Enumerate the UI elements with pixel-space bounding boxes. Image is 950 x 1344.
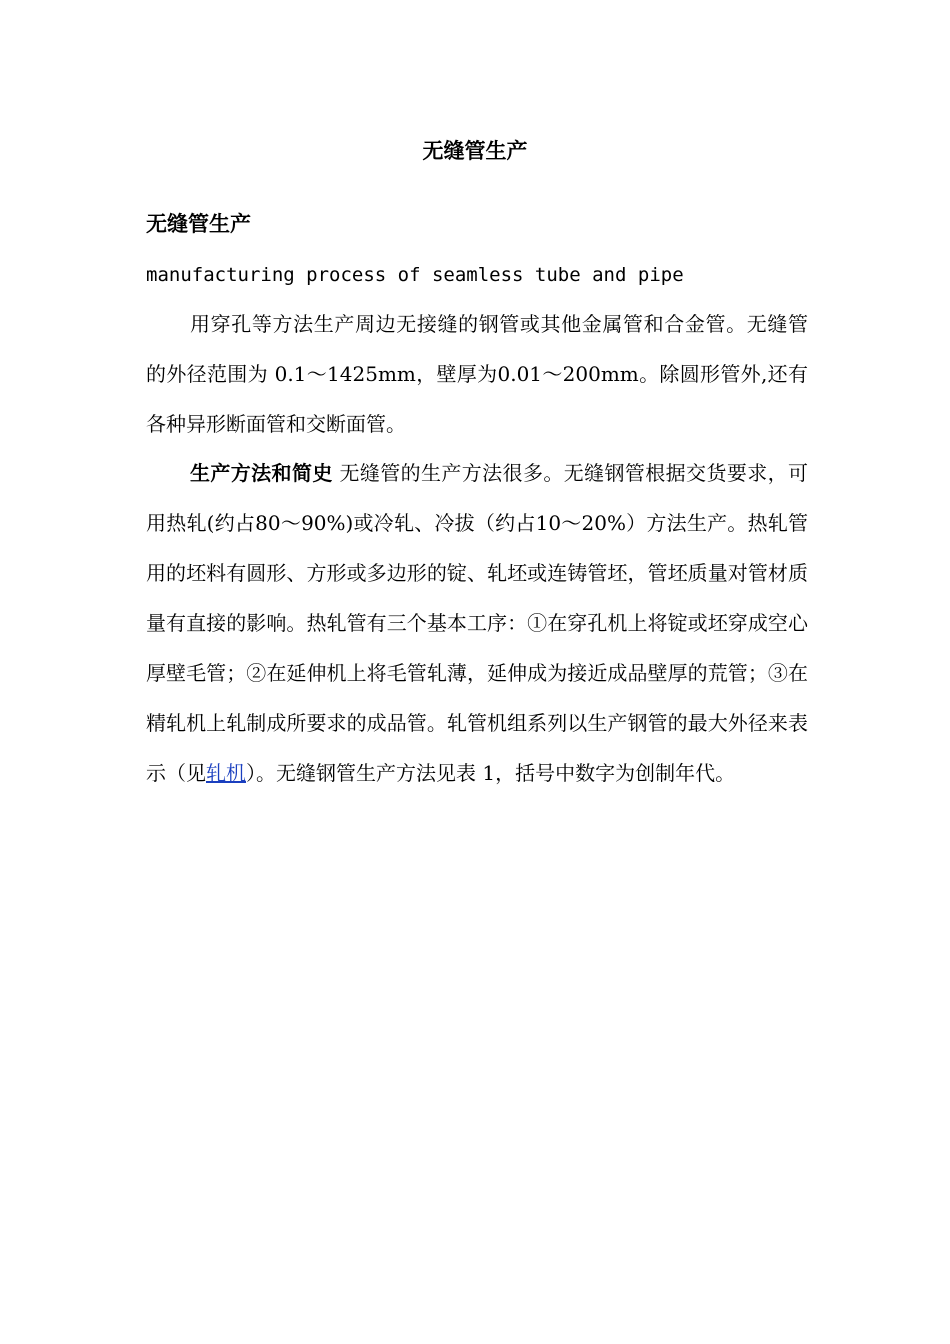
paragraph-intro: 用穿孔等方法生产周边无接缝的钢管或其他金属管和合金管。无缝管的外径范围为 0.1～1425mm，壁厚为0.01～200mm。除圆形管外,还有各种异形断面管和交断面管。	[146, 312, 808, 436]
paragraph-text-end: ）。无缝钢管生产方法见表 1，括号中数字为创制年代。	[246, 761, 736, 785]
english-subtitle: manufacturing process of seamless tube and pipe	[146, 264, 684, 286]
paragraph-lead-in: 生产方法和简史	[190, 461, 333, 485]
paragraph-methods	[146, 448, 808, 798]
rolling-mill-link[interactable]: 轧机	[206, 761, 246, 785]
section-heading: 无缝管生产	[146, 212, 251, 236]
paragraph-text: 无缝管的生产方法很多。无缝钢管根据交货要求，可用热轧(约占80～90%)或冷轧、冷拔（约占10～20%）方法生产。热轧管用的坯料有圆形、方形或多边形的锭、轧坯或连铸管坯，管坯质量对管材质量有直接的影响。热轧管有三个基本工序：①在穿孔机上将锭或坯穿成空心厚壁毛管；②在延伸机上将毛管轧薄，延伸成为接近成品壁厚的荒管；③在精轧机上轧制成所要求的成品管。轧管机组系列以生产钢管的最大外径来表示（见	[146, 461, 809, 785]
document-title: 无缝管生产	[422, 139, 528, 163]
